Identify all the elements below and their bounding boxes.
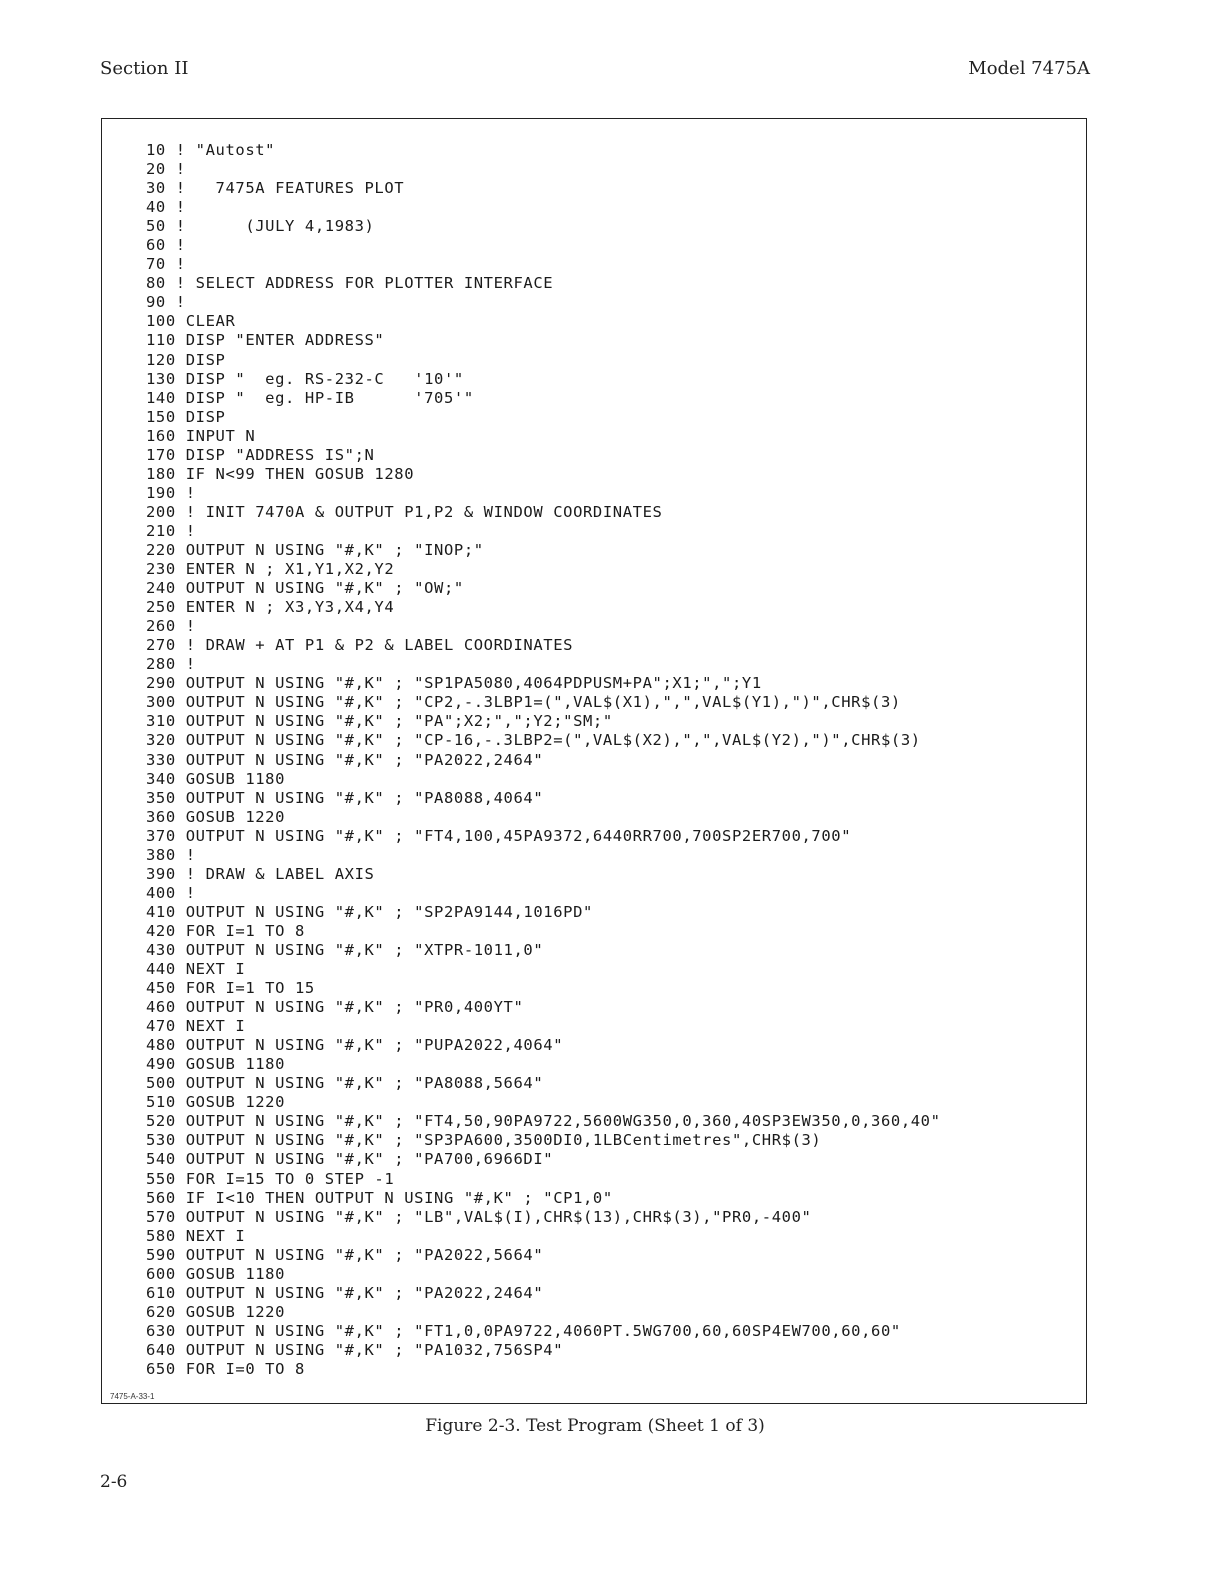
code-line: 540 OUTPUT N USING "#,K" ; "PA700,6966DI"	[146, 1150, 554, 1169]
code-line: 570 OUTPUT N USING "#,K" ; "LB",VAL$(I),CHR$(13),CHR$(3),"PR0,-400"	[146, 1207, 812, 1226]
code-line: 640 OUTPUT N USING "#,K" ; "PA1032,756SP4"	[146, 1340, 564, 1359]
code-line: 230 ENTER N ; X1,Y1,X2,Y2	[146, 560, 395, 579]
code-line: 290 OUTPUT N USING "#,K" ; "SP1PA5080,4064PDPUSM+PA";X1;",";Y1	[146, 674, 762, 693]
code-line: 240 OUTPUT N USING "#,K" ; "OW;"	[146, 579, 464, 598]
code-line: 320 OUTPUT N USING "#,K" ; "CP-16,-.3LBP2=(",VAL$(X2),",",VAL$(Y2),")",CHR$(3)	[146, 731, 921, 750]
code-line: 490 GOSUB 1180	[146, 1055, 286, 1074]
code-line: 410 OUTPUT N USING "#,K" ; "SP2PA9144,1016PD"	[146, 902, 593, 921]
figure-reference-code: 7475-A-33-1	[110, 1392, 155, 1401]
page-number: 2-6	[100, 1472, 128, 1492]
code-line: 650 FOR I=0 TO 8	[146, 1360, 305, 1378]
code-line: 450 FOR I=1 TO 15	[146, 979, 315, 998]
code-line: 380 !	[146, 845, 196, 864]
code-line: 400 !	[146, 883, 196, 902]
code-line: 560 IF I<10 THEN OUTPUT N USING "#,K" ; "CP1,0"	[146, 1188, 613, 1207]
code-line: 460 OUTPUT N USING "#,K" ; "PR0,400YT"	[146, 998, 524, 1017]
code-line: 330 OUTPUT N USING "#,K" ; "PA2022,2464"	[146, 750, 544, 769]
code-line: 70 !	[146, 255, 186, 274]
code-line: 50 ! (JULY 4,1983)	[146, 217, 375, 236]
code-line: 420 FOR I=1 TO 8	[146, 921, 305, 940]
code-line: 150 DISP	[146, 407, 226, 426]
code-line: 590 OUTPUT N USING "#,K" ; "PA2022,5664"	[146, 1245, 544, 1264]
code-line: 60 !	[146, 236, 186, 255]
code-line: 630 OUTPUT N USING "#,K" ; "FT1,0,0PA9722,4060PT.5WG700,60,60SP4EW700,60,60"	[146, 1321, 901, 1340]
code-line: 300 OUTPUT N USING "#,K" ; "CP2,-.3LBP1=(",VAL$(X1),",",VAL$(Y1),")",CHR$(3)	[146, 693, 901, 712]
code-line: 20 !	[146, 160, 186, 179]
code-line: 390 ! DRAW & LABEL AXIS	[146, 864, 375, 883]
code-line: 130 DISP " eg. RS-232-C '10'"	[146, 369, 464, 388]
code-line: 440 NEXT I	[146, 960, 246, 979]
code-line: 100 CLEAR	[146, 312, 236, 331]
code-line: 180 IF N<99 THEN GOSUB 1280	[146, 464, 415, 483]
code-line: 280 !	[146, 655, 196, 674]
code-line: 350 OUTPUT N USING "#,K" ; "PA8088,4064"	[146, 788, 544, 807]
code-line: 120 DISP	[146, 350, 226, 369]
code-line: 600 GOSUB 1180	[146, 1264, 286, 1283]
model-header: Model 7475A	[968, 58, 1090, 79]
code-line: 110 DISP "ENTER ADDRESS"	[146, 331, 385, 350]
code-line: 170 DISP "ADDRESS IS";N	[146, 445, 375, 464]
code-line: 310 OUTPUT N USING "#,K" ; "PA";X2;",";Y2;"SM;"	[146, 712, 613, 731]
code-line: 200 ! INIT 7470A & OUTPUT P1,P2 & WINDOW COORDINATES	[146, 502, 663, 521]
code-line: 30 ! 7475A FEATURES PLOT	[146, 179, 405, 198]
code-line: 610 OUTPUT N USING "#,K" ; "PA2022,2464"	[146, 1283, 544, 1302]
code-line: 480 OUTPUT N USING "#,K" ; "PUPA2022,4064"	[146, 1036, 564, 1055]
code-line: 430 OUTPUT N USING "#,K" ; "XTPR-1011,0"	[146, 940, 544, 959]
code-line: 90 !	[146, 293, 186, 312]
code-line: 260 !	[146, 617, 196, 636]
code-line: 580 NEXT I	[146, 1226, 246, 1245]
program-listing	[146, 141, 941, 1379]
code-line: 250 ENTER N ; X3,Y3,X4,Y4	[146, 598, 395, 617]
code-line: 80 ! SELECT ADDRESS FOR PLOTTER INTERFACE	[146, 274, 554, 293]
code-line: 270 ! DRAW + AT P1 & P2 & LABEL COORDINATES	[146, 636, 574, 655]
code-line: 220 OUTPUT N USING "#,K" ; "INOP;"	[146, 540, 484, 559]
code-line: 360 GOSUB 1220	[146, 807, 286, 826]
code-line: 40 !	[146, 198, 186, 217]
section-header: Section II	[100, 58, 189, 79]
code-line: 550 FOR I=15 TO 0 STEP -1	[146, 1169, 395, 1188]
code-line: 520 OUTPUT N USING "#,K" ; "FT4,50,90PA9722,5600WG350,0,360,40SP3EW350,0,360,40"	[146, 1112, 941, 1131]
code-line: 160 INPUT N	[146, 426, 256, 445]
code-line: 190 !	[146, 483, 196, 502]
code-line: 10 ! "Autost"	[146, 141, 276, 159]
code-line: 620 GOSUB 1220	[146, 1302, 286, 1321]
code-line: 530 OUTPUT N USING "#,K" ; "SP3PA600,3500DI0,1LBCentimetres",CHR$(3)	[146, 1131, 822, 1150]
code-line: 370 OUTPUT N USING "#,K" ; "FT4,100,45PA9372,6440RR700,700SP2ER700,700"	[146, 826, 852, 845]
code-line: 210 !	[146, 521, 196, 540]
code-line: 140 DISP " eg. HP-IB '705'"	[146, 388, 474, 407]
code-line: 470 NEXT I	[146, 1017, 246, 1036]
code-line: 510 GOSUB 1220	[146, 1093, 286, 1112]
code-line: 340 GOSUB 1180	[146, 769, 286, 788]
code-line: 500 OUTPUT N USING "#,K" ; "PA8088,5664"	[146, 1074, 544, 1093]
program-listing-frame	[101, 118, 1087, 1404]
figure-caption: Figure 2-3. Test Program (Sheet 1 of 3)	[425, 1416, 765, 1436]
